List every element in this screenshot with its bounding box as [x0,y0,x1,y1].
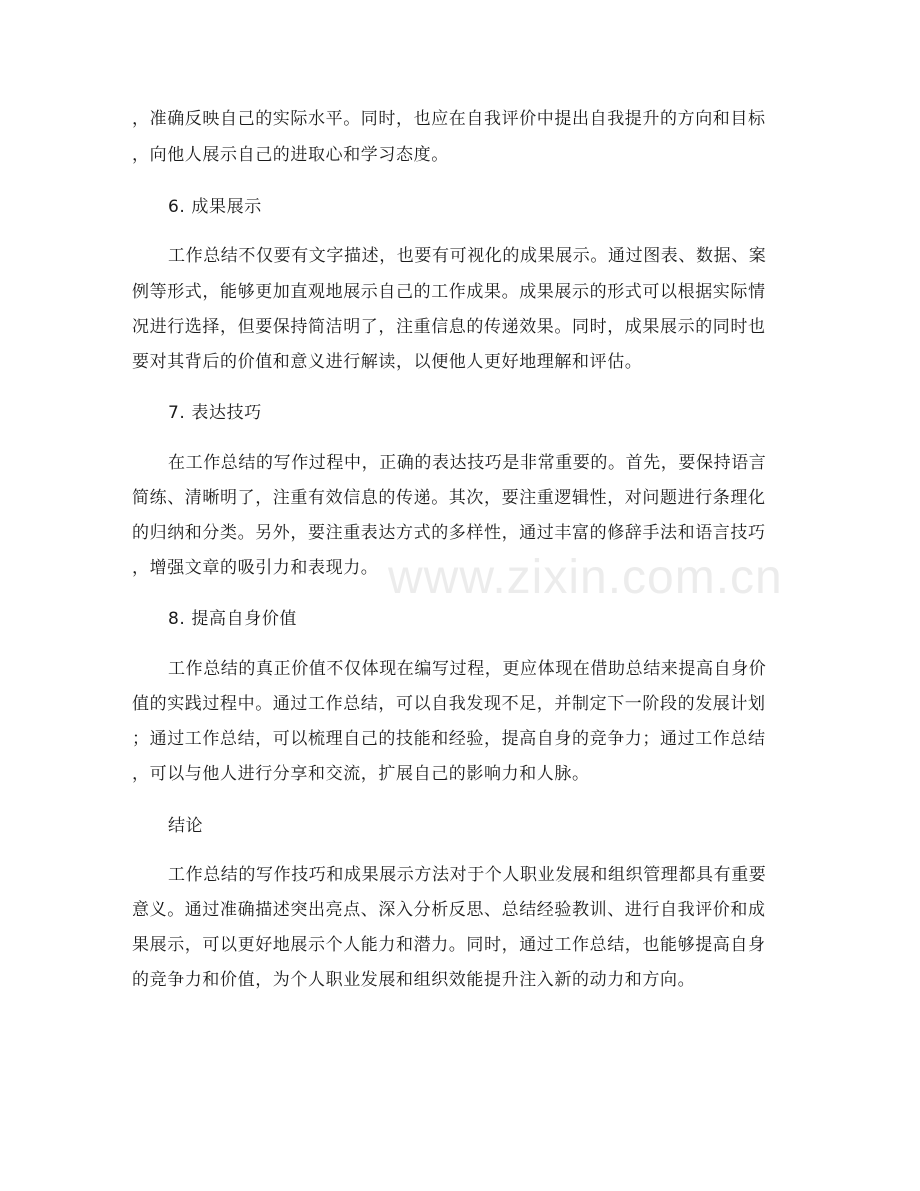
paragraph-line: 意义。通过准确描述突出亮点、深入分析反思、总结经验教训、进行自我评价和成 [132,900,766,920]
paragraph-line: 工作总结不仅要有文字描述，也要有可视化的成果展示。通过图表、数据、案 [168,246,767,266]
watermark: www.zixin.com.cn [388,551,783,604]
section-heading-conclusion: 结论 [168,816,204,836]
paragraph-line: 工作总结的真正价值不仅体现在编写过程，更应体现在借助总结来提高自身价 [168,659,767,679]
paragraph-line: 果展示，可以更好地展示个人能力和潜力。同时，通过工作总结，也能够提高自身 [132,935,766,955]
paragraph-line: 在工作总结的写作过程中，正确的表达技巧是非常重要的。首先，要保持语言 [168,453,767,473]
paragraph-line: 例等形式，能够更加直观地展示自己的工作成果。成果展示的形式可以根据实际情 [132,282,766,302]
paragraph-line: 的竞争力和价值，为个人职业发展和组织效能提升注入新的动力和方向。 [132,970,696,990]
section-heading-6: 6. 成果展示 [168,197,262,217]
section-heading-7: 7. 表达技巧 [168,403,262,423]
paragraph-line: ，可以与他人进行分享和交流，扩展自己的影响力和人脉。 [132,764,590,784]
paragraph-line: 值的实践过程中。通过工作总结，可以自我发现不足，并制定下一阶段的发展计划 [132,694,766,714]
paragraph-line: ，向他人展示自己的进取心和学习态度。 [132,145,449,165]
paragraph-line: 况进行选择，但要保持简洁明了，注重信息的传递效果。同时，成果展示的同时也 [132,317,766,337]
paragraph-line: 工作总结的写作技巧和成果展示方法对于个人职业发展和组织管理都具有重要 [168,865,767,885]
paragraph-line: ，增强文章的吸引力和表现力。 [132,558,379,578]
paragraph-line: ；通过工作总结，可以梳理自己的技能和经验，提高自身的竞争力；通过工作总结 [132,729,766,749]
paragraph-line: 要对其背后的价值和意义进行解读，以便他人更好地理解和评估。 [132,352,643,372]
paragraph-line: 的归纳和分类。另外，要注重表达方式的多样性，通过丰富的修辞手法和语言技巧 [132,523,766,543]
paragraph-line: ，准确反映自己的实际水平。同时，也应在自我评价中提出自我提升的方向和目标 [132,109,766,129]
paragraph-line: 简练、清晰明了，注重有效信息的传递。其次，要注重逻辑性，对问题进行条理化 [132,488,766,508]
section-heading-8: 8. 提高自身价值 [168,609,298,629]
